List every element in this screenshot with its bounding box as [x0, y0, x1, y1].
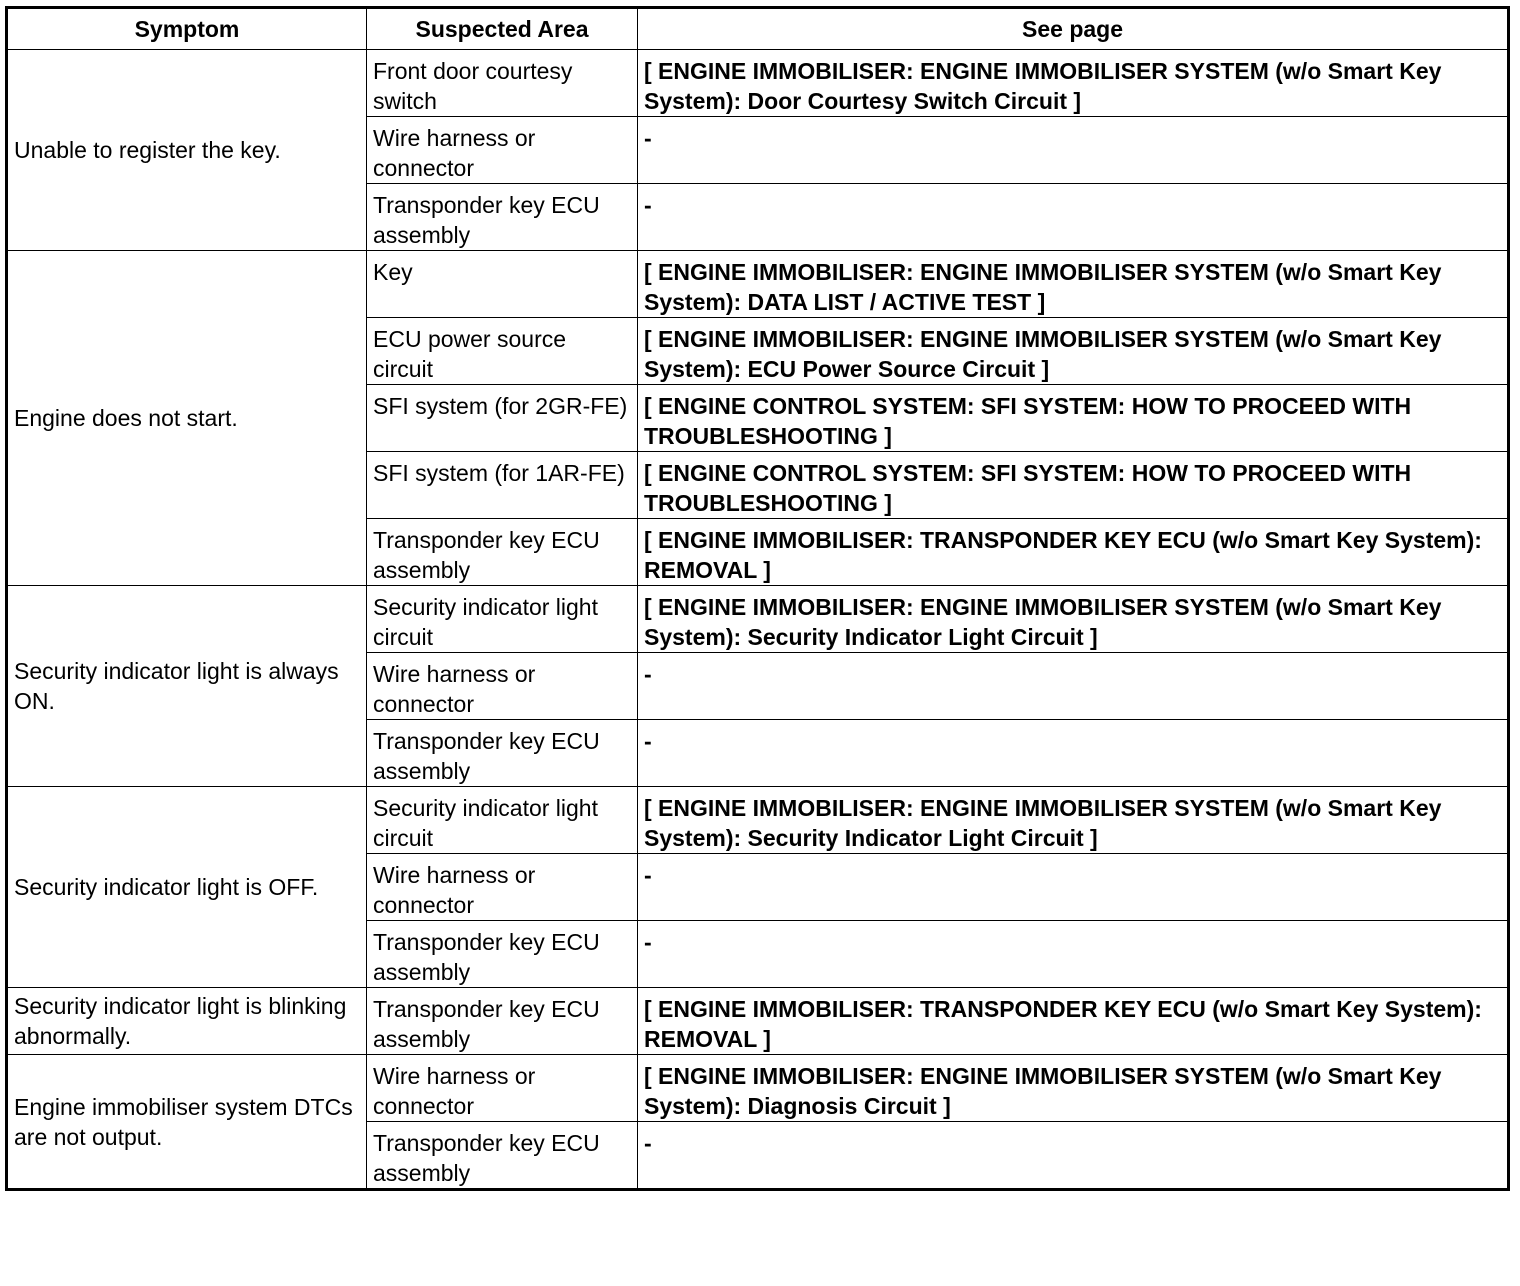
symptom-cell: Unable to register the key.	[7, 50, 367, 251]
see-page-cell: [ ENGINE CONTROL SYSTEM: SFI SYSTEM: HOW TO PROCEED WITH TROUBLESHOOTING ]	[638, 385, 1509, 452]
table-row	[7, 251, 1509, 318]
see-page-cell: [ ENGINE CONTROL SYSTEM: SFI SYSTEM: HOW TO PROCEED WITH TROUBLESHOOTING ]	[638, 452, 1509, 519]
suspected-area-cell: Wire harness or connector	[367, 854, 638, 921]
see-page-cell: -	[638, 921, 1509, 988]
see-page-cell: -	[638, 1122, 1509, 1190]
see-page-cell: [ ENGINE IMMOBILISER: ENGINE IMMOBILISER SYSTEM (w/o Smart Key System): ECU Power Source Circuit ]	[638, 318, 1509, 385]
troubleshooting-table	[5, 6, 1510, 1191]
suspected-area-cell: Transponder key ECU assembly	[367, 519, 638, 586]
symptom-cell: Engine does not start.	[7, 251, 367, 586]
see-page-cell: [ ENGINE IMMOBILISER: ENGINE IMMOBILISER SYSTEM (w/o Smart Key System): Door Courtesy Switch Circuit ]	[638, 50, 1509, 117]
suspected-area-cell: Key	[367, 251, 638, 318]
see-page-cell: [ ENGINE IMMOBILISER: ENGINE IMMOBILISER SYSTEM (w/o Smart Key System): Security Indicator Light Circuit ]	[638, 787, 1509, 854]
see-page-cell: [ ENGINE IMMOBILISER: TRANSPONDER KEY ECU (w/o Smart Key System): REMOVAL ]	[638, 988, 1509, 1055]
table-row	[7, 586, 1509, 653]
see-page-cell: -	[638, 854, 1509, 921]
suspected-area-cell: Security indicator light circuit	[367, 586, 638, 653]
see-page-cell: -	[638, 184, 1509, 251]
suspected-area-cell: Transponder key ECU assembly	[367, 988, 638, 1055]
suspected-area-cell: Security indicator light circuit	[367, 787, 638, 854]
see-page-cell: -	[638, 653, 1509, 720]
see-page-cell: [ ENGINE IMMOBILISER: ENGINE IMMOBILISER SYSTEM (w/o Smart Key System): Diagnosis Circuit ]	[638, 1055, 1509, 1122]
suspected-area-cell: Front door courtesy switch	[367, 50, 638, 117]
see-page-cell: -	[638, 720, 1509, 787]
symptom-cell: Engine immobiliser system DTCs are not output.	[7, 1055, 367, 1190]
suspected-area-cell: Wire harness or connector	[367, 117, 638, 184]
header-see-page: See page	[638, 8, 1509, 50]
suspected-area-cell: Transponder key ECU assembly	[367, 720, 638, 787]
suspected-area-cell: SFI system (for 2GR-FE)	[367, 385, 638, 452]
suspected-area-cell: SFI system (for 1AR-FE)	[367, 452, 638, 519]
suspected-area-cell: Transponder key ECU assembly	[367, 1122, 638, 1190]
table-row	[7, 787, 1509, 854]
header-symptom: Symptom	[7, 8, 367, 50]
suspected-area-cell: Wire harness or connector	[367, 653, 638, 720]
see-page-cell: [ ENGINE IMMOBILISER: ENGINE IMMOBILISER SYSTEM (w/o Smart Key System): Security Indicator Light Circuit ]	[638, 586, 1509, 653]
suspected-area-cell: Transponder key ECU assembly	[367, 184, 638, 251]
symptom-cell: Security indicator light is always ON.	[7, 586, 367, 787]
see-page-cell: -	[638, 117, 1509, 184]
see-page-cell: [ ENGINE IMMOBILISER: TRANSPONDER KEY ECU (w/o Smart Key System): REMOVAL ]	[638, 519, 1509, 586]
suspected-area-cell: Transponder key ECU assembly	[367, 921, 638, 988]
symptom-cell: Security indicator light is blinking abnormally.	[7, 988, 367, 1055]
table-row	[7, 988, 1509, 1055]
see-page-cell: [ ENGINE IMMOBILISER: ENGINE IMMOBILISER SYSTEM (w/o Smart Key System): DATA LIST / ACTIVE TEST ]	[638, 251, 1509, 318]
table-row	[7, 1055, 1509, 1122]
suspected-area-cell: ECU power source circuit	[367, 318, 638, 385]
header-row	[7, 8, 1509, 50]
symptom-cell: Security indicator light is OFF.	[7, 787, 367, 988]
suspected-area-cell: Wire harness or connector	[367, 1055, 638, 1122]
header-suspected-area: Suspected Area	[367, 8, 638, 50]
table-row	[7, 50, 1509, 117]
